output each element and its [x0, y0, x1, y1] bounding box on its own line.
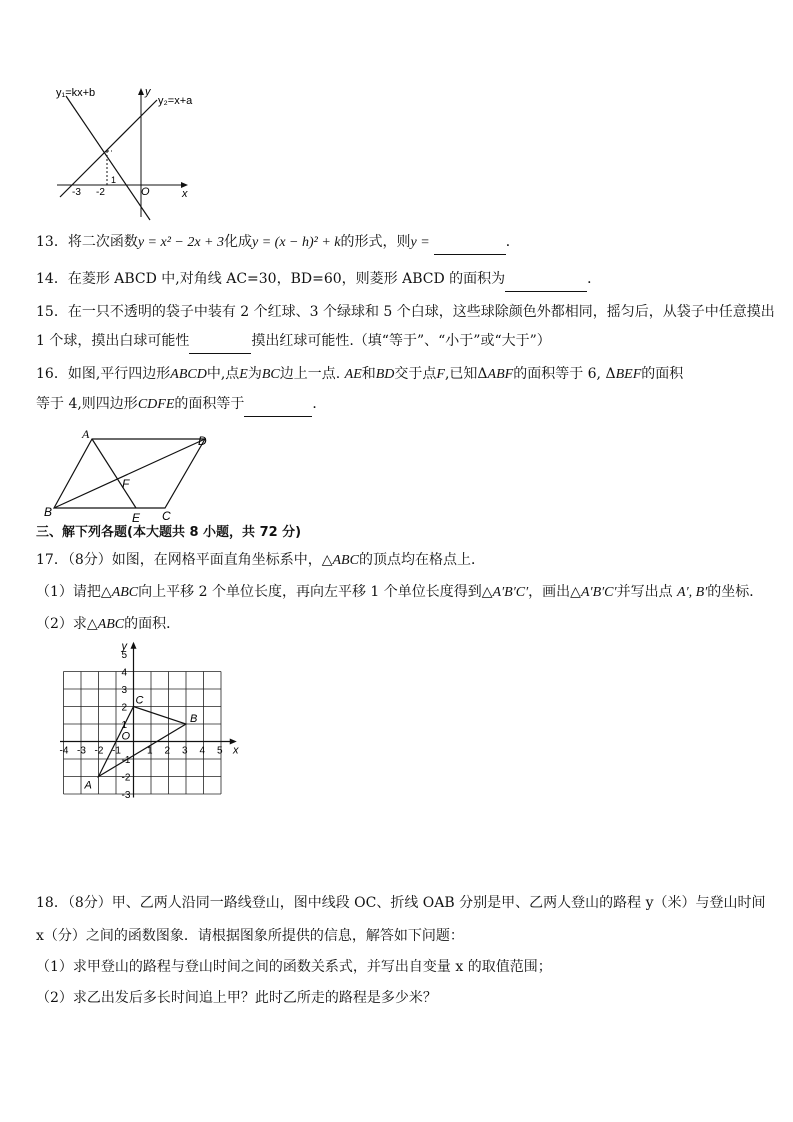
- q16-math-2: E: [239, 367, 248, 382]
- label-A: A: [84, 779, 92, 792]
- question-15-line-1: [36, 302, 775, 322]
- x-tick-label: 1: [147, 745, 153, 757]
- q17-text-2b: 向上平移 2 个单位长度，再向左平移 1 个单位长度得到△: [138, 584, 493, 600]
- question-16-line-2: [36, 394, 326, 417]
- label-E: E: [132, 511, 141, 525]
- q13-expr-1: y = x² − 2x + 3: [137, 235, 225, 250]
- q18-text-1: 18．（8分）甲、乙两人沿同一路线登山，图中线段 OC、折线 OAB 分别是甲、乙两人登山的路程 y（米）与登山时间: [36, 895, 766, 911]
- q17-text-2d: 并写出点: [616, 584, 673, 600]
- y-tick-label: 3: [121, 685, 128, 696]
- q16-math-10: CDFE: [137, 397, 175, 412]
- q16-end: ．: [312, 396, 327, 412]
- y-tick-label: -3: [121, 790, 131, 801]
- q16-answer-blank[interactable]: [244, 396, 312, 417]
- q13-text-2: 化成: [224, 234, 253, 250]
- q14-text: 14．在菱形 ABCD 中,对角线 AC=30，BD=60，则菱形 ABCD 的面积为: [36, 271, 506, 287]
- question-14: [36, 269, 601, 292]
- question-18-line-1: [36, 893, 766, 913]
- axis-label-x: x: [233, 744, 239, 757]
- q17-math-1: ABC: [332, 553, 359, 568]
- q17-text-1b: 的顶点均在格点上．: [358, 552, 485, 568]
- question-16-line-1: [36, 364, 683, 385]
- label-F: F: [122, 477, 130, 491]
- question-18-line-2: [36, 926, 464, 946]
- y-tick-label: -2: [121, 772, 131, 784]
- q13-expr-2: y = (x − h)² + k: [252, 235, 341, 250]
- figure-parallelogram: [40, 428, 225, 524]
- label-D: D: [198, 434, 207, 448]
- axis-label-y: y: [145, 86, 151, 98]
- figure-two-lines: [52, 82, 202, 222]
- q15-answer-blank[interactable]: [189, 333, 251, 354]
- q13-text-1: 将二次函数: [67, 234, 138, 250]
- q17-math-4: A′B′C′: [580, 585, 617, 600]
- q16-text-5: 和: [361, 366, 376, 382]
- q16-math-7: ABF: [487, 367, 514, 382]
- label-C: C: [135, 694, 144, 707]
- q17-math-6: ABC: [97, 617, 125, 632]
- q16-line2-text-b: 的面积等于: [174, 396, 245, 412]
- figure-coordinate-grid: [36, 640, 239, 814]
- line-y1: [66, 96, 150, 220]
- q16-math-6: F: [436, 367, 445, 382]
- q17-text-2e: 的坐标．: [707, 584, 764, 600]
- q15-line-1: 15．在一只不透明的袋子中装有 2 个红球、3 个绿球和 5 个白球，这些球除颜色外都相同，摇匀后，从袋子中任意摸出: [36, 304, 775, 320]
- origin-label: O: [121, 730, 131, 743]
- y-tick-label: 5: [121, 650, 128, 661]
- q17-text-2c: ，画出△: [528, 584, 581, 600]
- question-17-line-1: [36, 550, 485, 571]
- q16-text-3: 为: [247, 366, 262, 382]
- question-17-line-3: [36, 614, 180, 635]
- q13-number: 13．: [36, 234, 68, 250]
- x-tick-label: -1: [112, 745, 121, 757]
- tick-1: 1: [111, 175, 117, 185]
- q16-text-4: 边上一点.: [279, 366, 341, 382]
- x-tick-label: 2: [164, 745, 171, 757]
- y-tick-label: 2: [121, 702, 128, 714]
- q16-text-7: ,已知Δ: [444, 366, 488, 382]
- label-B: B: [44, 505, 53, 519]
- label-C: C: [162, 509, 171, 523]
- axis-label-x: x: [182, 188, 188, 200]
- q15-line-2b: 摸出红球可能性.（填“等于”、“小于”或“大于”）: [251, 333, 551, 349]
- x-tick-label: 4: [199, 745, 206, 757]
- q16-math-9: BEF: [615, 367, 642, 382]
- section-3-title: 三、解下列各题(本大题共 8 小题，共 72 分): [36, 525, 302, 540]
- q13-end: ．: [505, 234, 520, 250]
- q16-text-8: 的面积等于 6,: [513, 366, 602, 382]
- q16-line2-text-a: 等于 4,则四边形: [36, 396, 138, 412]
- x-tick-label: -4: [59, 745, 69, 757]
- x-tick-label: 5: [217, 745, 223, 757]
- q16-math-4: AE: [344, 367, 362, 382]
- question-17-line-2: [36, 582, 763, 603]
- axis-label-y: y: [121, 640, 127, 653]
- label-B: B: [190, 713, 198, 725]
- q16-math-3: BC: [261, 367, 280, 382]
- line-y2-ext: [60, 185, 72, 197]
- q17-math-2: ABC: [111, 585, 139, 600]
- q18-text-2: x（分）之间的函数图象．请根据图象所提供的信息，解答如下问题：: [36, 928, 464, 944]
- origin-label: O: [141, 186, 150, 198]
- q17-text-3b: 的面积．: [124, 616, 181, 632]
- q17-math-5: A′, B′: [677, 585, 708, 600]
- label-A: A: [82, 427, 90, 441]
- section-3-heading: [36, 523, 301, 543]
- q18-text-4: （2）求乙出发后多长时间追上甲？此时乙所走的路程是多少米？: [36, 990, 437, 1006]
- question-18-line-3: [36, 957, 552, 977]
- q17-text-1a: 17．（8分）如图，在网格平面直角坐标系中，△: [36, 552, 333, 568]
- q17-math-3: A′B′C′: [492, 585, 529, 600]
- label-y1: y₁=kx+b: [56, 87, 96, 99]
- q16-text-9: Δ: [605, 366, 616, 382]
- y-tick-label: 4: [121, 667, 128, 679]
- q18-text-3: （1）求甲登山的路程与登山时间之间的函数关系式，并写出自变量 x 的取值范围；: [36, 959, 552, 975]
- q14-answer-blank[interactable]: [505, 271, 587, 292]
- q13-text-3: 的形式，则: [340, 234, 411, 250]
- label-y2: y₂=x+a: [158, 95, 193, 107]
- q13-expr-3: y =: [410, 235, 430, 250]
- q16-math-5: BD: [375, 367, 395, 382]
- line-y2: [72, 100, 157, 185]
- question-18-line-4: [36, 988, 437, 1008]
- x-tick-label: -3: [77, 745, 86, 757]
- q17-text-2a: （1）请把△: [36, 584, 112, 600]
- q16-math-1: ABCD: [170, 367, 207, 382]
- y-axis-arrow: [131, 642, 137, 649]
- q15-line-2a: 1 个球，摸出白球可能性: [36, 333, 190, 349]
- tick-minus3: -3: [72, 187, 81, 198]
- q14-end: ．: [587, 271, 602, 287]
- q16-text-1: 16．如图,平行四边形: [36, 366, 171, 382]
- x-tick-label: -2: [94, 745, 104, 757]
- q16-text-2: 中,点: [206, 366, 240, 382]
- y-axis-arrow: [138, 88, 144, 95]
- q17-text-3a: （2）求△: [36, 616, 98, 632]
- q16-text-10: 的面积: [641, 366, 684, 382]
- tick-minus2: -2: [96, 187, 105, 198]
- y-tick-label: -1: [121, 755, 131, 766]
- question-15-line-2: [36, 331, 551, 354]
- y-tick-label: 1: [121, 720, 128, 731]
- q16-text-6: 交于点: [394, 366, 437, 382]
- q13-answer-blank[interactable]: [434, 234, 506, 255]
- x-tick-label: 3: [182, 745, 188, 757]
- question-13: [36, 232, 520, 255]
